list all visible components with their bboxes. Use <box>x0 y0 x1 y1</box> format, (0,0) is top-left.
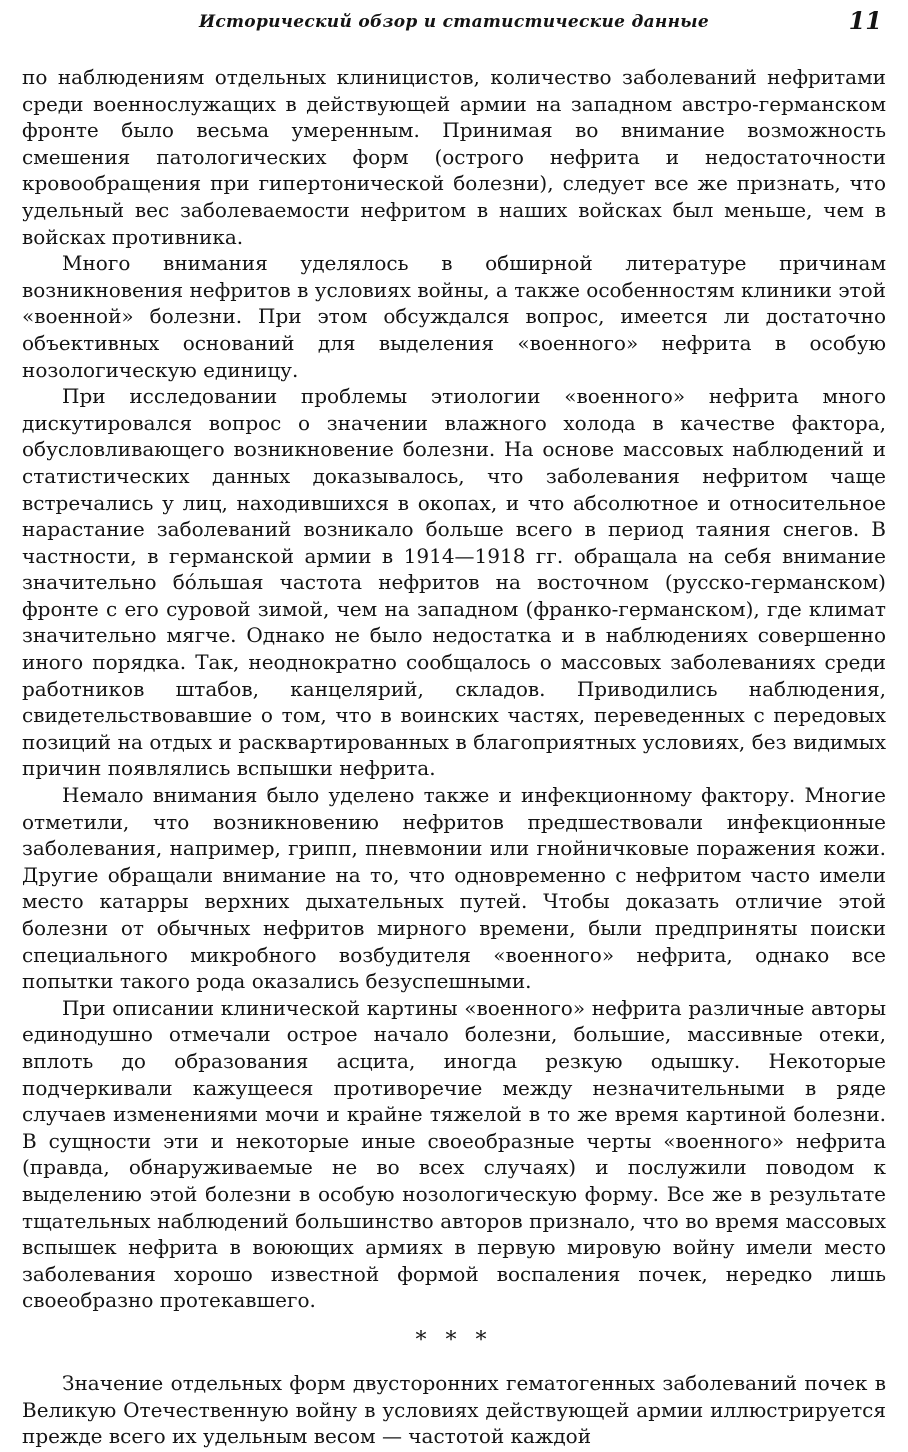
paragraph: При исследовании проблемы этиологии «военного» нефрита много дискутировался вопрос о значении влажного холода в качестве фактора, обусловливающего возникновение болезни. На основе массовых наблюдений и статистических данных доказывалось, что заболевания нефритом чаще встречались у лиц, находившихся в окопах, и что абсолютное и относительное нарастание заболеваний возникало больше всего в период таяния снегов. В частности, в германской армии в 1914—1918 гг. обращала на себя внимание значительно бóльшая частота нефритов на восточном (русско-германском) фронте с его суровой зимой, чем на западном (франко-германском), где климат значительно мягче. Однако не было недостатка и в наблюдениях совершенно иного порядка. Так, неоднократно сообщалось о массовых заболеваниях среди работников штабов, канцелярий, складов. Приводились наблюдения, свидетельствовавшие о том, что в воинских частях, переведенных с передовых позиций на отдых и расквартированных в благоприятных условиях, без видимых причин появлялись вспышки нефрита. <box>22 384 886 781</box>
separator-text: * * * <box>415 1327 493 1353</box>
section-separator <box>22 1328 886 1354</box>
paragraph: Немало внимания было уделено также и инфекционному фактору. Многие отметили, что возникновению нефритов предшествовали инфекционные заболевания, например, грипп, пневмонии или гнойничковые поражения кожи. Другие обращали внимание на то, что одновременно с нефритом часто имели место катарры верхних дыхательных путей. Чтобы доказать отличие этой болезни от обычных нефритов мирного времени, были предприняты поиски специального микробного возбудителя «военного» нефрита, однако все попытки такого рода оказались безуспешными. <box>22 783 886 994</box>
paragraph-continued: по наблюдениям отдельных клиницистов, количество заболеваний нефритами среди военнослужащих в действующей армии на западном австро-германском фронте было весьма умеренным. Принимая во внимание возможность смешения патологических форм (острого нефрита и недостаточности кровообращения при гипертонической болезни), следует все же признать, что удельный вес заболеваемости нефритом в наших войсках был меньше, чем в войсках противника. <box>22 65 886 249</box>
page-number: 11 <box>848 6 882 35</box>
body-text <box>22 64 886 1450</box>
page-header <box>22 6 886 44</box>
paragraph: Много внимания уделялось в обширной литературе причинам возникновения нефритов в условиях войны, а также особенностям клиники этой «военной» болезни. При этом обсуждался вопрос, имеется ли достаточно объективных оснований для выделения «военного» нефрита в особую нозологическую единицу. <box>22 251 886 382</box>
paragraph-closing: Значение отдельных форм двусторонних гематогенных заболеваний почек в Великую Отечественную войну в условиях действующей армии иллюстрируется прежде всего их удельным весом — частотой каждой <box>22 1370 886 1449</box>
running-title: Исторический обзор и статистические данные <box>199 12 709 32</box>
paragraph: При описании клинической картины «военного» нефрита различные авторы единодушно отмечали острое начало болезни, большие, массивные отеки, вплоть до образования асцита, иногда резкую одышку. Некоторые подчеркивали кажущееся противоречие между незначительными в ряде случаев изменениями мочи и крайне тяжелой в то же время картиной болезни. В сущности эти и некоторые иные своеобразные черты «военного» нефрита (правда, обнаруживаемые не во всех случаях) и послужили поводом к выделению этой болезни в особую нозологическую форму. Все же в результате тщательных наблюдений большинство авторов признало, что во время массовых вспышек нефрита в воюющих армиях в первую мировую войну имели место заболевания хорошо известной формой воспаления почек, нередко лишь своеобразно протекавшего. <box>22 995 886 1313</box>
